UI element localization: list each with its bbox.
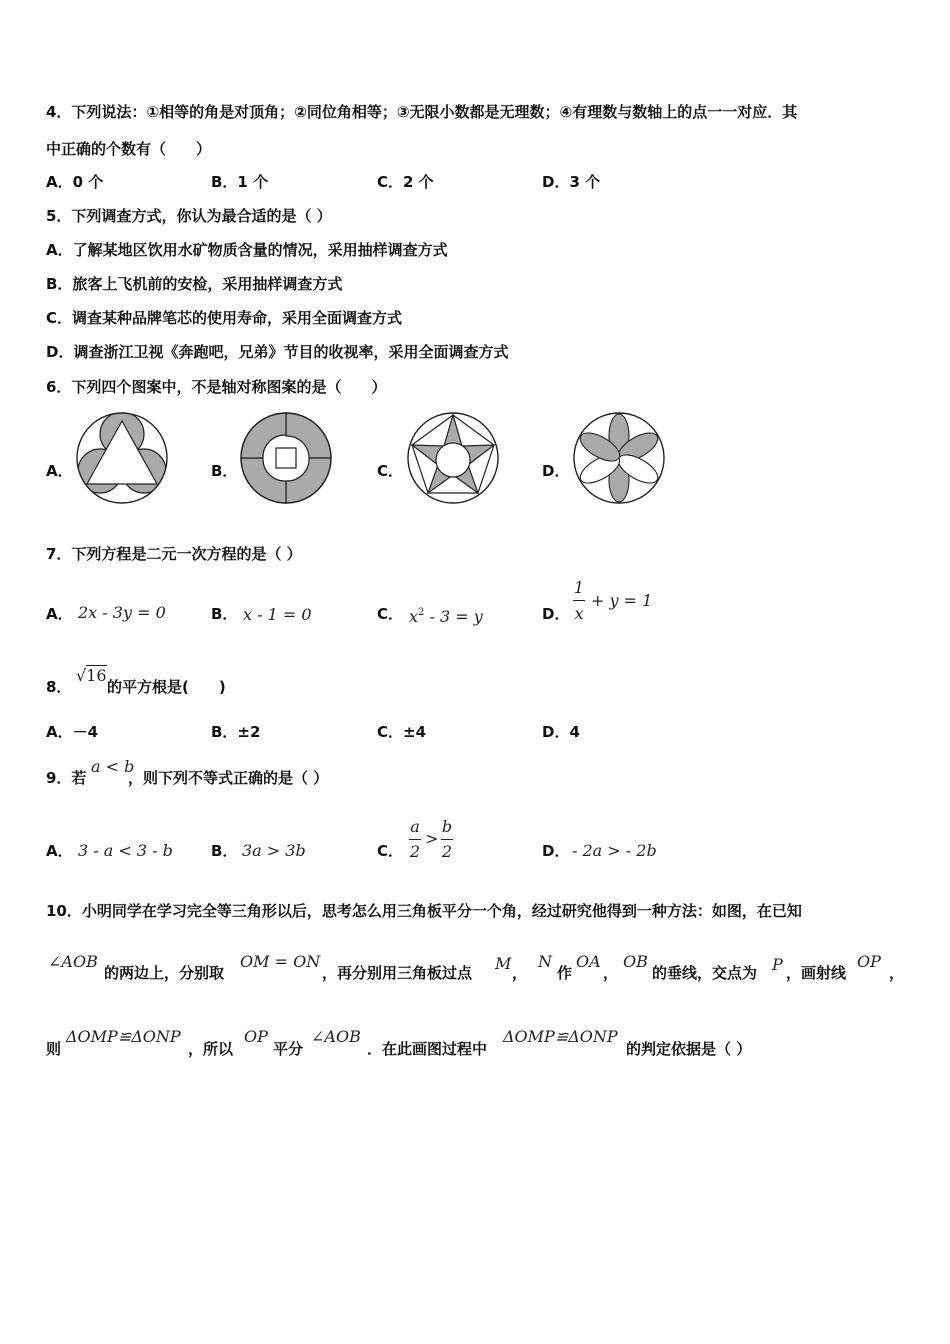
q6-figure-c bbox=[404, 409, 502, 507]
q4-option-d: D．3 个 bbox=[542, 173, 601, 191]
q9-c-fraction-bar-1 bbox=[409, 839, 421, 840]
q10-text-10: ，所以 bbox=[188, 1040, 234, 1058]
q5-option-a: A．了解某地区饮用水矿物质含量的情况，采用抽样调查方式 bbox=[46, 241, 448, 259]
q9-c-denominator-2: 2 bbox=[441, 842, 453, 861]
q10-text-4: 作 bbox=[557, 964, 573, 982]
q8-option-c: C．±4 bbox=[377, 723, 427, 741]
q8-option-d: D．4 bbox=[542, 723, 580, 741]
q4-option-c: C．2 个 bbox=[377, 173, 434, 191]
q9-option-a-ineq: 3 - a < 3 - b bbox=[78, 841, 173, 860]
q10-angle-aob-2: ∠AOB bbox=[311, 1027, 361, 1046]
q10-ray-op: OP bbox=[857, 952, 881, 971]
q7-d-denominator: x bbox=[574, 604, 584, 623]
q7-option-c-eq bbox=[409, 603, 483, 627]
q4-option-a: A．0 个 bbox=[46, 173, 104, 191]
q9-suffix: ，则下列不等式正确的是（ ） bbox=[128, 769, 329, 787]
q8-option-b: B．±2 bbox=[211, 723, 261, 741]
q10-congruence-1: ΔOMP≌ΔONP bbox=[66, 1027, 181, 1046]
q6-figure-a bbox=[73, 409, 171, 507]
q10-text-13: 的判定依据是（ ） bbox=[626, 1040, 752, 1058]
q5-option-b: B．旅客上飞机前的安检，采用抽样调查方式 bbox=[46, 275, 343, 293]
q9-option-d-ineq: - 2a > - 2b bbox=[572, 841, 657, 860]
q5-option-c: C．调查某种品牌笔芯的使用寿命，采用全面调查方式 bbox=[46, 309, 403, 327]
q10-text-2: ，再分别用三角板过点 bbox=[322, 964, 473, 982]
q7-c-base: x bbox=[409, 607, 419, 626]
q10-angle-aob: ∠AOB bbox=[48, 952, 98, 971]
q10-point-m: M bbox=[495, 954, 512, 973]
q9-label-d: D． bbox=[542, 842, 570, 860]
q8-radicand: 16 bbox=[86, 666, 107, 685]
q10-text-6: 的垂线，交点为 bbox=[652, 964, 758, 982]
q7-option-a-eq: 2x - 3y = 0 bbox=[78, 603, 166, 622]
q9-condition: a < b bbox=[91, 757, 135, 776]
q10-op-2: OP bbox=[244, 1027, 268, 1046]
q8-prefix: 8． bbox=[46, 678, 72, 696]
q9-c-numerator-a: a bbox=[410, 817, 420, 836]
q10-line-ob: OB bbox=[623, 952, 648, 971]
q9-label-a: A． bbox=[46, 842, 73, 860]
q5-option-d: D．调查浙江卫视《奔跑吧，兄弟》节目的收视率，采用全面调查方式 bbox=[46, 343, 509, 361]
q10-text-9: 则 bbox=[46, 1040, 62, 1058]
q6-label-a: A． bbox=[46, 462, 73, 480]
q7-label-c: C． bbox=[377, 605, 404, 623]
q7-label-d: D． bbox=[542, 605, 570, 623]
q5-stem: 5．下列调查方式，你认为最合适的是（ ） bbox=[46, 207, 332, 225]
q6-figure-b bbox=[237, 409, 335, 507]
q4-option-b: B．1 个 bbox=[211, 173, 269, 191]
q10-text-11: 平分 bbox=[273, 1040, 304, 1058]
q8-suffix: 的平方根是( ) bbox=[107, 678, 226, 696]
q9-c-denominator-1: 2 bbox=[409, 842, 421, 861]
q10-text-3: ， bbox=[512, 964, 528, 982]
q9-label-b: B． bbox=[211, 842, 238, 860]
q10-congruence-2: ΔOMP≌ΔONP bbox=[503, 1027, 618, 1046]
q10-text-7: ，画射线 bbox=[786, 964, 847, 982]
q9-prefix: 9．若 bbox=[46, 769, 87, 787]
q6-stem: 6．下列四个图案中，不是轴对称图案的是（ ） bbox=[46, 378, 387, 396]
sqrt-sign-icon: √ bbox=[76, 666, 87, 685]
q4-stem-line1: 4．下列说法：①相等的角是对顶角；②同位角相等；③无限小数都是无理数；④有理数与数轴上的点一一对应．其 bbox=[46, 103, 798, 121]
q10-om-on: OM = ON bbox=[240, 952, 321, 971]
q9-option-b-ineq: 3a > 3b bbox=[242, 841, 306, 860]
q9-c-operator: > bbox=[425, 829, 439, 848]
q6-figure-d bbox=[570, 409, 668, 507]
q7-stem: 7．下列方程是二元一次方程的是（ ） bbox=[46, 545, 302, 563]
q7-label-a: A． bbox=[46, 605, 73, 623]
q10-text-8: ， bbox=[889, 964, 905, 982]
q10-line1: 10．小明同学在学习完全等三角形以后，思考怎么用三角板平分一个角，经过研究他得到一种方法：如图，在已知 bbox=[46, 902, 802, 920]
q9-c-fraction-bar-2 bbox=[441, 839, 453, 840]
q7-c-exponent: 2 bbox=[418, 607, 425, 618]
q7-d-numerator: 1 bbox=[573, 578, 585, 597]
q7-c-rest: - 3 = y bbox=[424, 607, 483, 626]
q8-sqrt bbox=[76, 666, 107, 686]
q8-option-a: A．－4 bbox=[46, 723, 99, 741]
q7-d-fraction-bar bbox=[573, 600, 585, 601]
q7-d-rest: + y = 1 bbox=[591, 591, 653, 610]
q10-text-12: ．在此画图过程中 bbox=[367, 1040, 488, 1058]
q10-line-oa: OA bbox=[576, 952, 601, 971]
q9-label-c: C． bbox=[377, 842, 404, 860]
q10-point-p: P bbox=[772, 955, 783, 974]
q4-stem-line2: 中正确的个数有（ ） bbox=[46, 140, 212, 158]
q7-label-b: B． bbox=[211, 605, 238, 623]
q10-text-5: ， bbox=[603, 964, 619, 982]
q6-label-d: D． bbox=[542, 462, 570, 480]
q10-text-1: 的两边上，分别取 bbox=[104, 964, 225, 982]
q6-label-b: B． bbox=[211, 462, 238, 480]
q7-option-b-eq: x - 1 = 0 bbox=[243, 605, 312, 624]
q6-label-c: C． bbox=[377, 462, 404, 480]
q9-c-numerator-b: b bbox=[441, 817, 453, 836]
q10-point-n: N bbox=[538, 952, 552, 971]
